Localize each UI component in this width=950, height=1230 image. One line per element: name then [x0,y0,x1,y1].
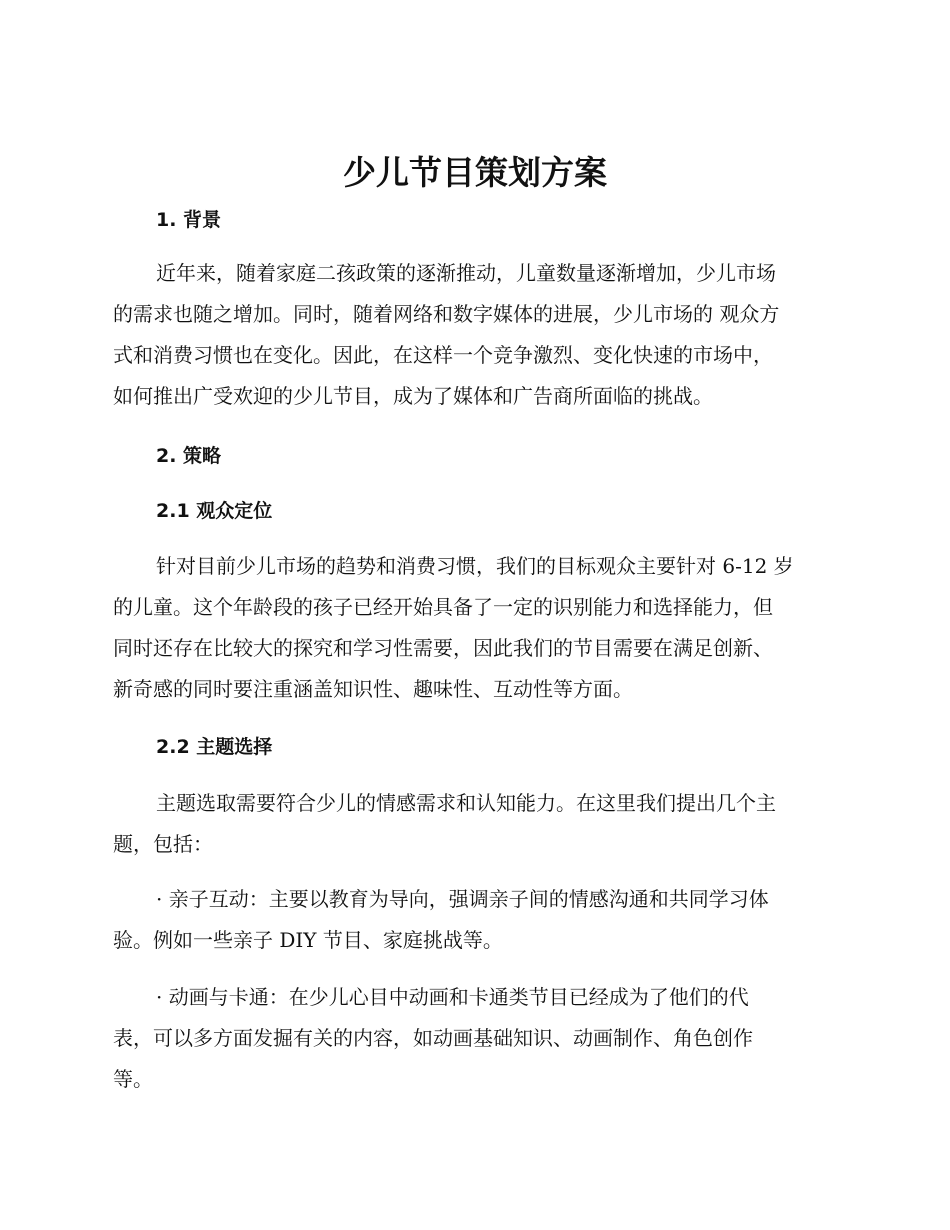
paragraph-line: 式和消费习惯也在变化。因此，在这样一个竞争激烈、变化快速的市场中， [113,343,773,367]
paragraph-line: 表，可以多方面发掘有关的内容，如动画基础知识、动画制作、角色创作 [113,1026,753,1050]
paragraph-line: 如何推出广受欢迎的少儿节目，成为了媒体和广告商所面临的挑战。 [113,384,713,408]
section-heading-audience: 2.1 观众定位 [156,500,273,522]
paragraph-background [113,253,837,417]
paragraph-line: 针对目前少儿市场的趋势和消费习惯，我们的目标观众主要针对 6-12 岁 [156,554,794,578]
paragraph-line: 同时还存在比较大的探究和学习性需要，因此我们的节目需要在满足创新、 [113,636,773,660]
paragraph-line: · 亲子互动：主要以教育为导向，强调亲子间的情感沟通和共同学习体 [156,887,769,911]
list-item-parent-child [113,879,837,961]
list-item-animation [113,977,837,1100]
paragraph-line: 题，包括： [113,832,213,856]
paragraph-line: 等。 [113,1067,153,1091]
section-heading-background: 1. 背景 [156,209,222,231]
paragraph-audience [113,546,837,710]
paragraph-line: 新奇感的同时要注重涵盖知识性、趣味性、互动性等方面。 [113,677,633,701]
paragraph-line: 的需求也随之增加。同时，随着网络和数字媒体的进展，少儿市场的 观众方 [113,302,780,326]
paragraph-line: 近年来，随着家庭二孩政策的逐渐推动，儿童数量逐渐增加，少儿市场 [156,261,776,285]
section-heading-theme: 2.2 主题选择 [156,736,273,758]
paragraph-line: 的儿童。这个年龄段的孩子已经开始具备了一定的识别能力和选择能力，但 [113,595,773,619]
paragraph-line: 验。例如一些亲子 DIY 节目、家庭挑战等。 [113,928,503,952]
document-title: 少儿节目策划方案 [343,153,607,192]
paragraph-line: 主题选取需要符合少儿的情感需求和认知能力。在这里我们提出几个主 [156,791,776,815]
paragraph-line: · 动画与卡通：在少儿心目中动画和卡通类节目已经成为了他们的代 [156,985,749,1009]
section-heading-strategy: 2. 策略 [156,445,222,467]
paragraph-theme-intro [113,783,837,865]
